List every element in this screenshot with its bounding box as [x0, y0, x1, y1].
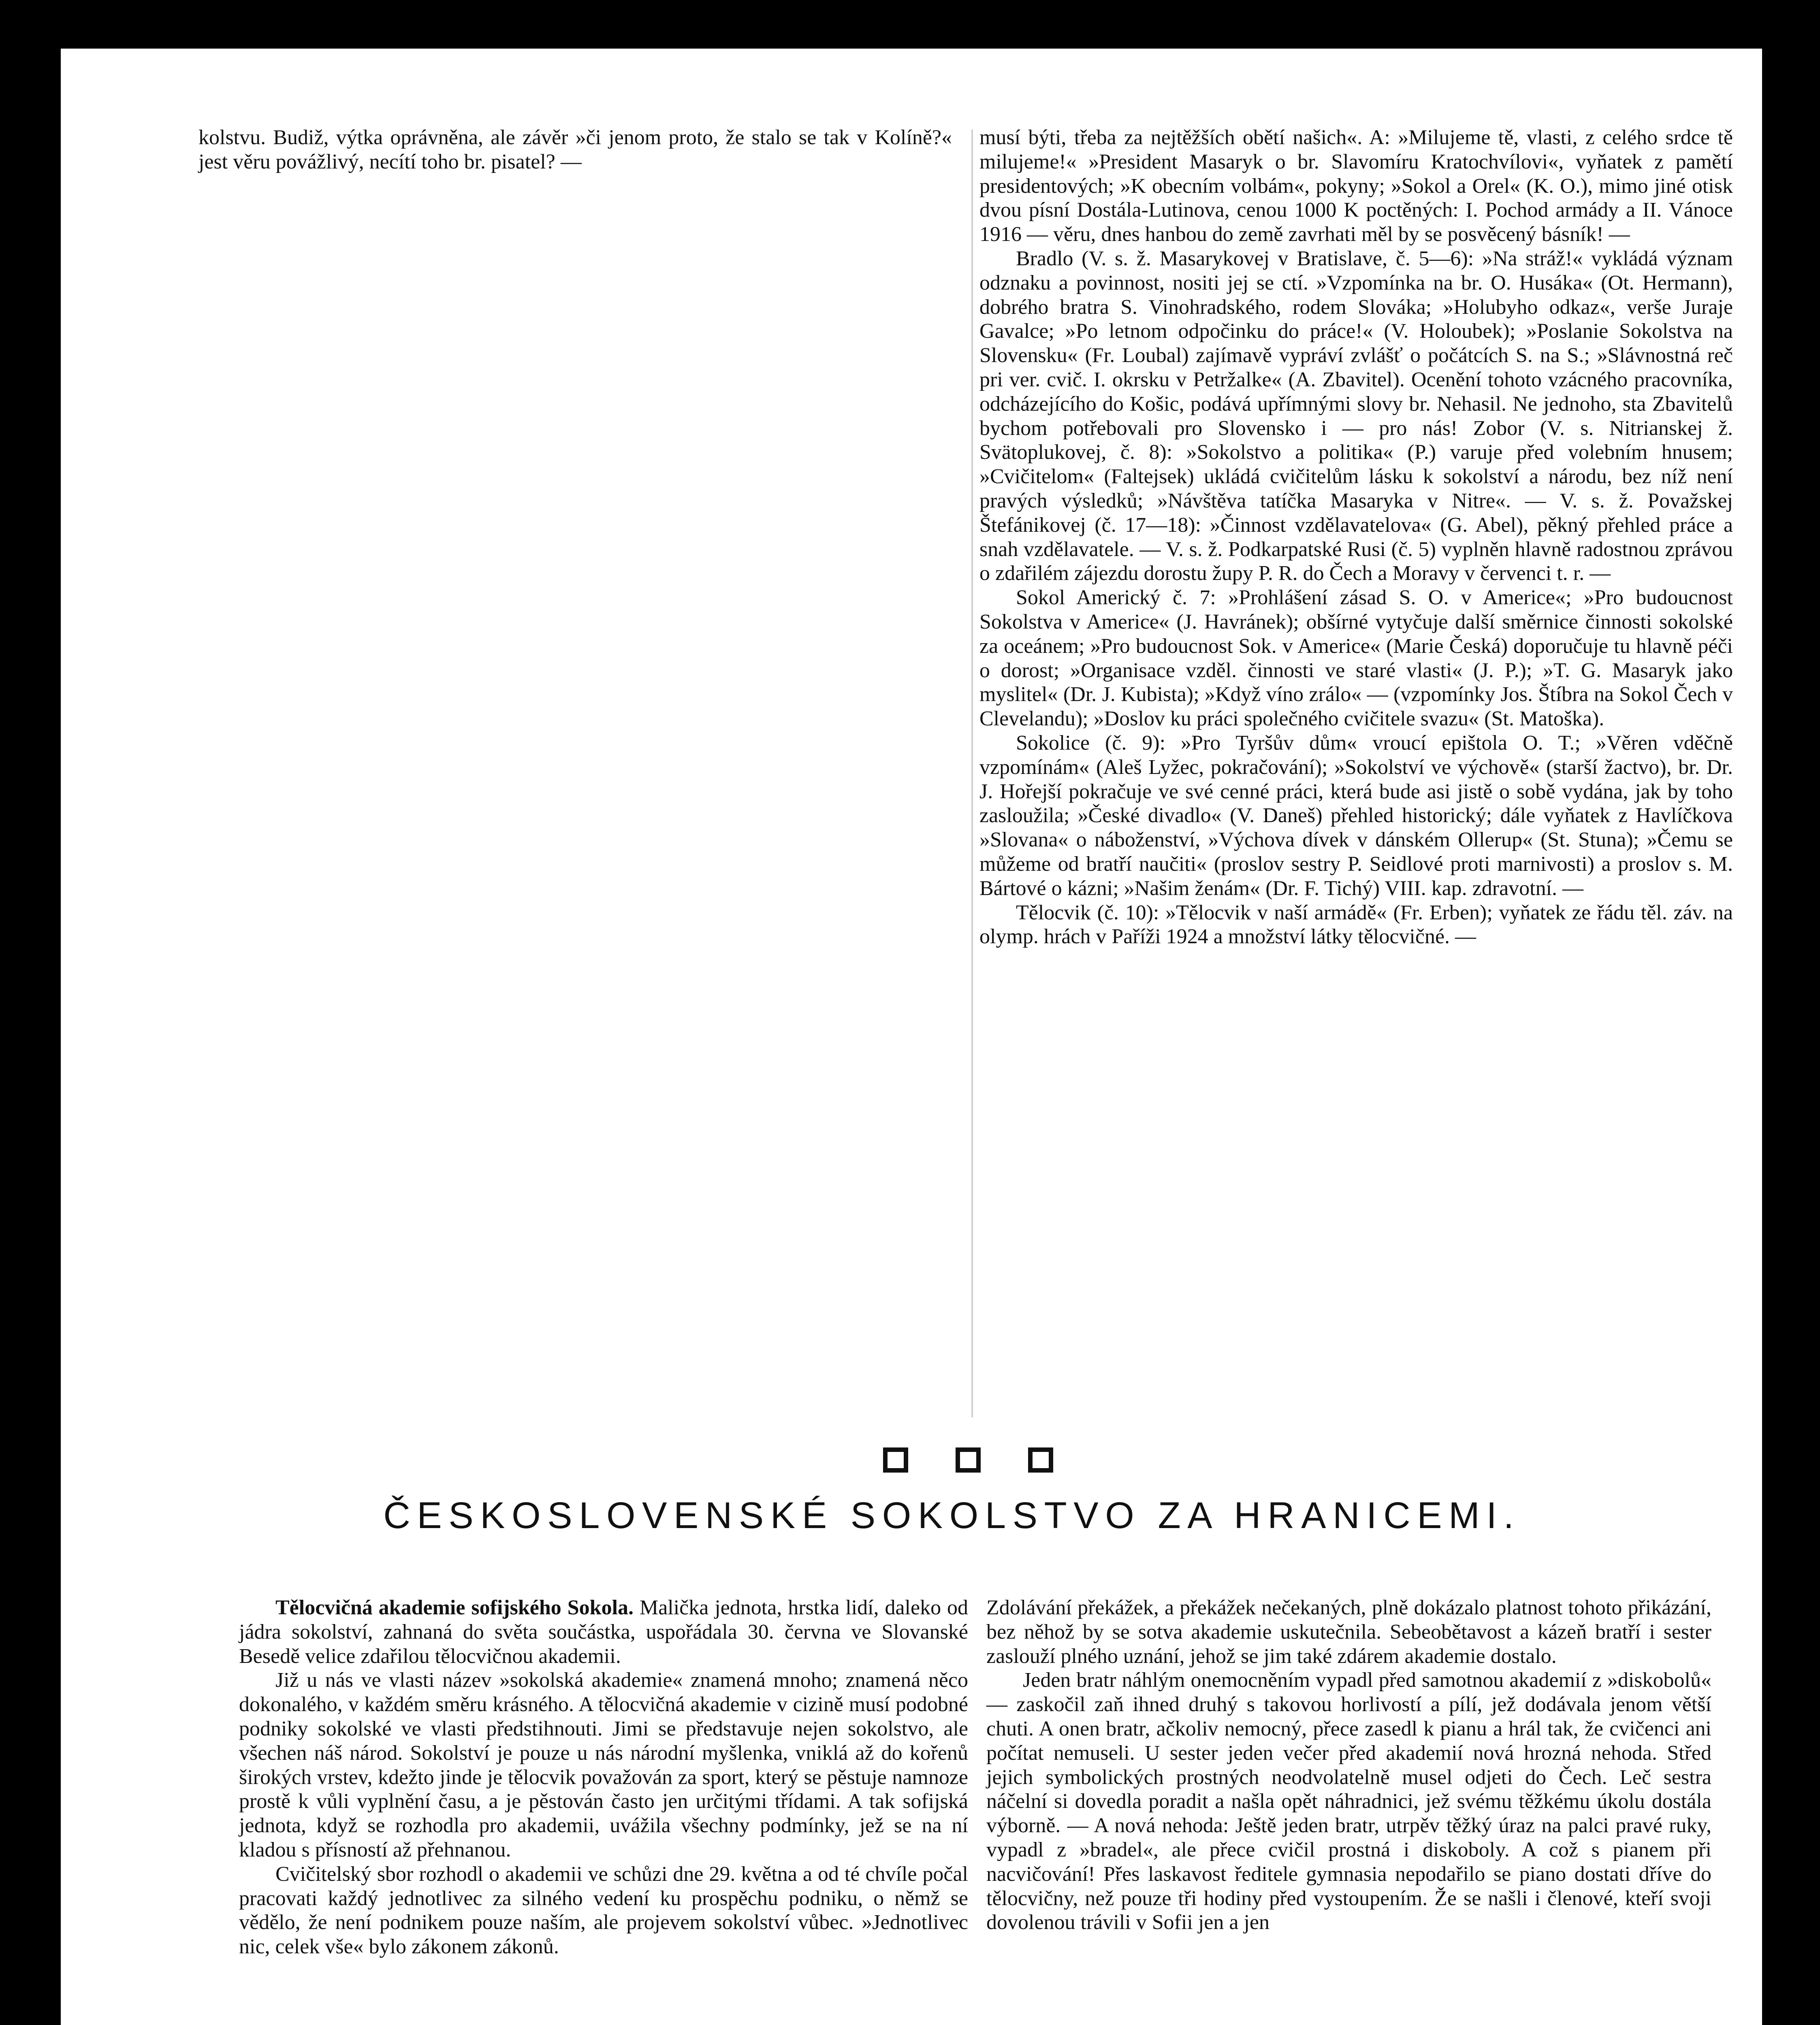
- paragraph: Zdolávání překážek, a překážek nečekaných, plně dokázalo platnost tohoto přikázání, bez něhož by se sotva akademie uskutečnila. Sebeobětavost a kázeň bratří i sester zaslouží plného uznání, jehož se jim také zdárem akademie dostalo.: [986, 1596, 1711, 1668]
- lead-paragraph: [239, 1596, 968, 1668]
- section-heading: ČESKOSLOVENSKÉ SOKOLSTVO ZA HRANICEMI.: [383, 1495, 1521, 1536]
- paragraph: kolstvu. Budiž, výtka oprávněna, ale závěr »či jenom proto, že stalo se tak v Kolíně?« jest věru povážlivý, necítí toho br. pisatel? —: [198, 126, 952, 173]
- paragraph: Již u nás ve vlasti název »sokolská akademie« znamená mnoho; znamená něco dokonalého, v každém směru krásného. A tělocvičná akademie v cizině musí podobné podniky sokolské ve vlasti předstihnouti. Jimi se představuje nejen sokolstvo, ale všechen náš národ. Sokolství je pouze u nás národní myšlenka, vniklá až do kořenů širokých vrstev, kdežto jinde je tělocvik považován za sport, který se pěstuje namnoze prostě k vůli vyplnění času, a je pěstován často jen určitými třídami. A tak sofijská jednota, když se rozhodla pro akademii, uvážila všechny podmínky, jež se na ní kladou s přísností až přehnanou.: [239, 1669, 968, 1861]
- paragraph: Bradlo (V. s. ž. Masarykovej v Bratislave, č. 5—6): »Na stráž!« vykládá význam odznaku a povinnost, nositi jej se ctí. »Vzpomínka na br. O. Husáka« (Ot. Hermann), dobrého bratra S. Vinohradského, rodem Slováka; »Holubyho odkaz«, verše Juraje Gavalce; »Po letnom odpočinku do práce!« (V. Holoubek); »Poslanie Sokolstva na Slovensku« (Fr. Loubal) zajímavě vypráví zvlášť o počátcích S. na S.; »Slávnostná reč pri ver. cvič. I. okrsku v Petržalke« (A. Zbavitel). Ocenění tohoto vzácného pracovníka, odcházejícího do Košic, podává upřímnými slovy br. Nehasil. Ne jednoho, sta Zbavitelů bychom potřebovali pro Slovensko i — pro nás! Zobor (V. s. Nitrianskej ž. Svätoplukovej, č. 8): »Sokolstvo a politika« (P.) varuje před volebním hnusem; »Cvičitelom« (Faltejsek) ukládá cvičitelům lásku k sokolství a národu, bez níž není pravých výsledků; »Návštěva tatíčka Masaryka v Nitre«. — V. s. ž. Považskej Štefánikovej (č. 17—18): »Činnost vzdělavatelova« (G. Abel), pěkný přehled práce a snah vzdělavatele. — V. s. ž. Podkarpatské Rusi (č. 5) vyplněn hlavně radostnou zprávou o zdařilém zájezdu dorostu župy P. R. do Čech a Moravy v červenci t. r. —: [979, 247, 1733, 585]
- article-title: Tělocvičná akademie sofijského Sokola.: [275, 1596, 634, 1619]
- bottom-left-column: [239, 1596, 968, 1959]
- paragraph: Sokolice (č. 9): »Pro Tyršův dům« vroucí epištola O. T.; »Věren vděčně vzpomínám« (Aleš Lyžec, pokračování); »Sokolství ve výchově« (starší žactvo), br. Dr. J. Hořejší pokračuje ve své cenné práci, která bude asi jistě o sobě vydána, jak by toho zasloužila; »České divadlo« (V. Daneš) přehled historický; dále vyňatek z Havlíčkova »Slovana« o náboženství, »Výchova dívek v dánském Ollerup« (St. Stuna); »Čemu se můžeme od bratří naučiti« (proslov sestry P. Seidlové proti marnivosti) a proslov s. M. Bártové o kázni; »Našim ženám« (Dr. F. Tichý) VIII. kap. zdravotní. —: [979, 731, 1733, 900]
- paragraph-text: Malička jednota, hrstka lidí, daleko od jádra sokolství, zahnaná do světa součástka, uspořádala 30. června ve Slovanské Besedě velice zdařilou tělocvičnou akademii.: [239, 1596, 969, 1668]
- paragraph: Jeden bratr náhlým onemocněním vypadl před samotnou akademií z »diskobolů« — zaskočil zaň ihned druhý s takovou horlivostí a pílí, jež dodávala jenom větší chuti. A onen bratr, ačkoliv nemocný, přece zasedl k pianu a hrál tak, že cvičenci ani počítat nemuseli. U sester jeden večer před akademií nová hrozná nehoda. Střed jejich symbolických prostných neodvolatelně musel odjeti do Čech. Leč sestra náčelní si dovedla poradit a našla opět náhradnici, jež svému těžkému úkolu dostála výborně. — A nová nehoda: Ještě jeden bratr, utrpěv těžký úraz na palci pravé ruky, vypadl z »bradel«, ale přece cvičil prostná i diskoboly. A což s pianem při nacvičování! Přes laskavost ředitele gymnasia nepodařilo se piano dostati dříve do tělocvičny, než pouze tři hodiny před vystoupením. Že se našli i členové, kteří svoji dovolenou trávili v Sofii jen a jen: [986, 1669, 1711, 1934]
- top-left-column: [198, 126, 952, 174]
- square-ornament-icon: [956, 1447, 981, 1473]
- column-gutter: [971, 130, 973, 1418]
- section-divider: [883, 1438, 1053, 1482]
- square-ornament-icon: [1028, 1447, 1053, 1473]
- paragraph: Cvičitelský sbor rozhodl o akademii ve schůzi dne 29. května a od té chvíle počal pracovati každý jednotlivec za silného vedení ku prospěchu podniku, o němž se vědělo, že není podnikem pouze naším, ale projevem sokolství vůbec. »Jednotlivec nic, celek vše« bylo zákonem zákonů.: [239, 1862, 968, 1959]
- top-right-column: [979, 126, 1733, 949]
- paragraph: musí býti, třeba za nejtěžších obětí našich«. A: »Milujeme tě, vlasti, z celého srdce tě milujeme!« »President Masaryk o br. Slavomíru Kratochvílovi«, vyňatek z pamětí presidentových; »K obecním volbám«, pokyny; »Sokol a Orel« (K. O.), mimo jiné otisk dvou písní Dostála-Lutinova, cenou 1000 K poctěných: I. Pochod armády a II. Vánoce 1916 — věru, dnes hanbou do země zavrhati měl by se posvěcený básník! —: [979, 126, 1733, 246]
- bottom-right-column: [986, 1596, 1711, 1935]
- paragraph: Sokol Americký č. 7: »Prohlášení zásad S. O. v Americe«; »Pro budoucnost Sokolstva v Americe« (J. Havránek); obšírné vytyčuje další směrnice činnosti sokolské za oceánem; »Pro budoucnost Sok. v Americe« (Marie Česká) doporučuje tu hlavně péči o dorost; »Organisace vzděl. činnosti ve staré vlasti« (J. P.); »T. G. Masaryk jako myslitel« (Dr. J. Kubista); »Když víno zrálo« — (vzpomínky Jos. Štíbra na Sokol Čech v Clevelandu); »Doslov ku práci společného cvičitele svazu« (St. Matoška).: [979, 586, 1733, 731]
- paragraph: Tělocvik (č. 10): »Tělocvik v naší armádě« (Fr. Erben); vyňatek ze řádu těl. záv. na olymp. hrách v Paříži 1924 a množství látky tělocvičné. —: [979, 901, 1733, 949]
- square-ornament-icon: [883, 1447, 908, 1473]
